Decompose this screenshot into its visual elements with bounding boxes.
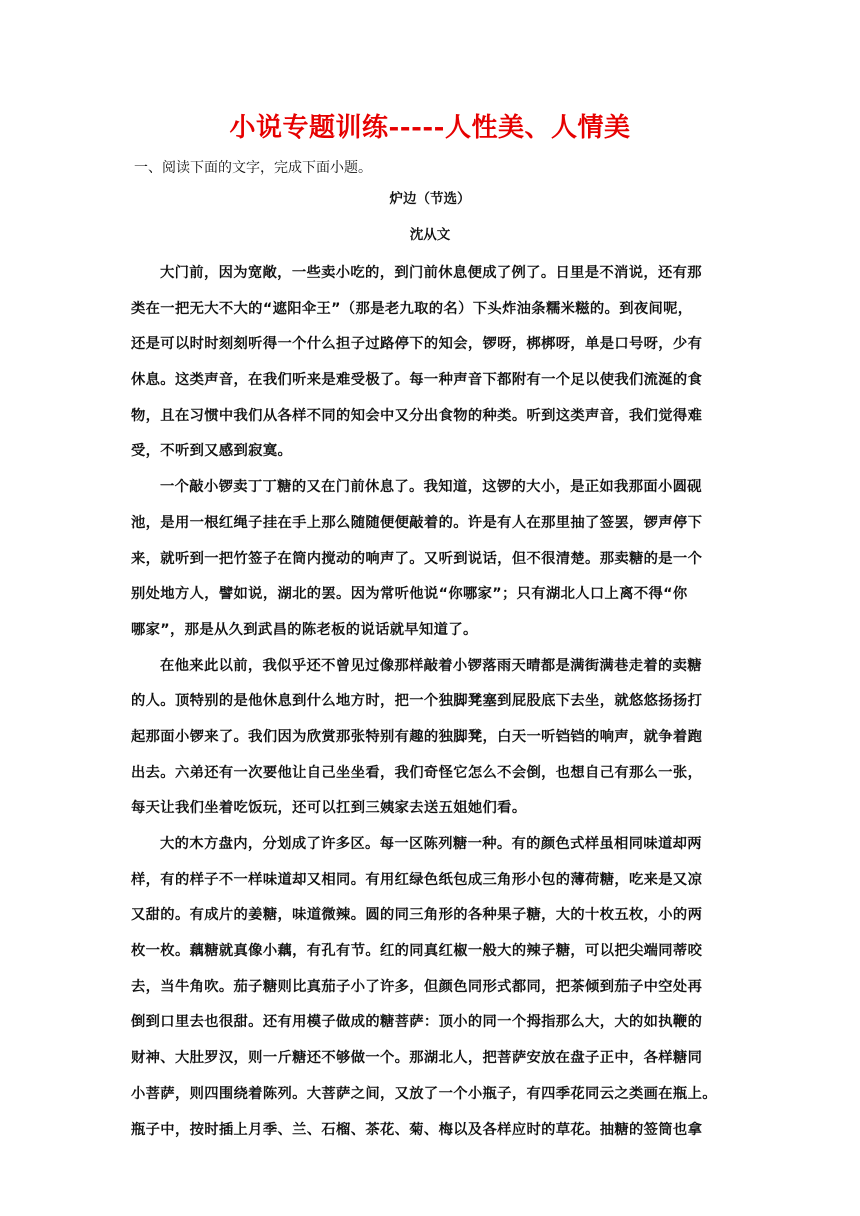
passage-line: 每天让我们坐着吃饭玩，还可以扛到三姨家去送五姐她们看。 [131, 800, 527, 817]
passage-line: 哪家”，那是从久到武昌的陈老板的说话就早知道了。 [131, 621, 478, 638]
passage-line: 池，是用一根红绳子挂在手上那么随随便便敲着的。许是有人在那里抽了签罢，锣声停下 [131, 514, 703, 531]
passage-line: 倒到口里去也很甜。还有用模子做成的糖菩萨：顶小的同一个拇指那么大，大的如执鞭的 [131, 1014, 703, 1031]
work-title: 炉边（节选） [389, 191, 471, 207]
passage-line: 小菩萨，则四围绕着陈列。大菩萨之间，又放了一个小瓶子，有四季花同云之类画在瓶上。 [131, 1085, 717, 1102]
passage-body [131, 256, 731, 1148]
passage-line: 大门前，因为宽敞，一些卖小吃的，到门前休息便成了例了。日里是不消说，还有那 [160, 265, 702, 281]
document-title: 小说专题训练-----人性美、人情美 [229, 113, 631, 143]
passage-line: 在他来此以前，我似乎还不曾见过像那样敲着小锣落雨天晴都是满街满巷走着的卖糖 [160, 657, 702, 674]
author-name: 沈从文 [409, 227, 451, 243]
passage-line: 休息。这类声音，在我们听来是难受极了。每一种声音下都附有一个足以使我们流涎的食 [131, 372, 703, 389]
passage-line: 还是可以时时刻刻听得一个什么担子过路停下的知会，锣呀，梆梆呀，单是口号呀，少有 [131, 336, 703, 353]
passage-line: 物，且在习惯中我们从各样不同的知会中又分出食物的种类。听到这类声音，我们觉得难 [131, 407, 703, 424]
section-heading: 一、阅读下面的文字，完成下面小题。 [134, 160, 372, 176]
passage-line: 出去。六弟还有一次要他让自己坐坐看，我们奇怪它怎么不会倒，也想自己有那么一张， [131, 764, 703, 781]
passage-line: 样，有的样子不一样味道却又相同。有用红绿色纸包成三角形小包的薄荷糖，吃来是又凉 [131, 871, 703, 888]
passage-line: 别处地方人，譬如说，湖北的罢。因为常听他说“你哪家”；只有湖北人口上离不得“你 [131, 586, 688, 603]
passage-line: 瓶子中，按时插上月季、兰、石榴、茶花、菊、梅以及各样应时的草花。抽糖的签筒也拿 [131, 1121, 703, 1138]
passage-line: 枚一枚。藕糖就真像小藕，有孔有节。红的同真红椒一般大的辣子糖，可以把尖端同蒂咬 [131, 943, 703, 960]
passage-line: 财神、大肚罗汉，则一斤糖还不够做一个。那湖北人，把菩萨安放在盘子正中，各样糖同 [131, 1050, 703, 1067]
passage-line: 一个敲小锣卖丁丁糖的又在门前休息了。我知道，这锣的大小，是正如我那面小圆砚 [160, 479, 702, 496]
passage-line: 的人。顶特别的是他休息到什么地方时，把一个独脚凳塞到屁股底下去坐，就悠悠扬扬打 [131, 693, 703, 710]
passage-line: 来，就听到一把竹签子在筒内搅动的响声了。又听到说话，但不很清楚。那卖糖的是一个 [131, 550, 703, 567]
passage-line: 起那面小锣来了。我们因为欣赏那张特别有趣的独脚凳，白天一听铛铛的响声，就争着跑 [131, 728, 703, 745]
passage-line: 又甜的。有成片的姜糖，味道微辣。圆的同三角形的各种果子糖，大的十枚五枚，小的两 [131, 907, 703, 924]
passage-line: 大的木方盘内，分划成了许多区。每一区陈列糖一种。有的颜色式样虽相同味道却两 [160, 836, 702, 852]
passage-line: 类在一把无大不大的“遮阳伞王”（那是老九取的名）下头炸油条糯米糍的。到夜间呢， [131, 300, 693, 317]
passage-line: 去，当牛角吹。茄子糖则比真茄子小了许多，但颜色同形式都同，把茶倾到茄子中空处再 [131, 978, 703, 995]
passage-line: 受，不听到又感到寂寞。 [131, 443, 293, 460]
